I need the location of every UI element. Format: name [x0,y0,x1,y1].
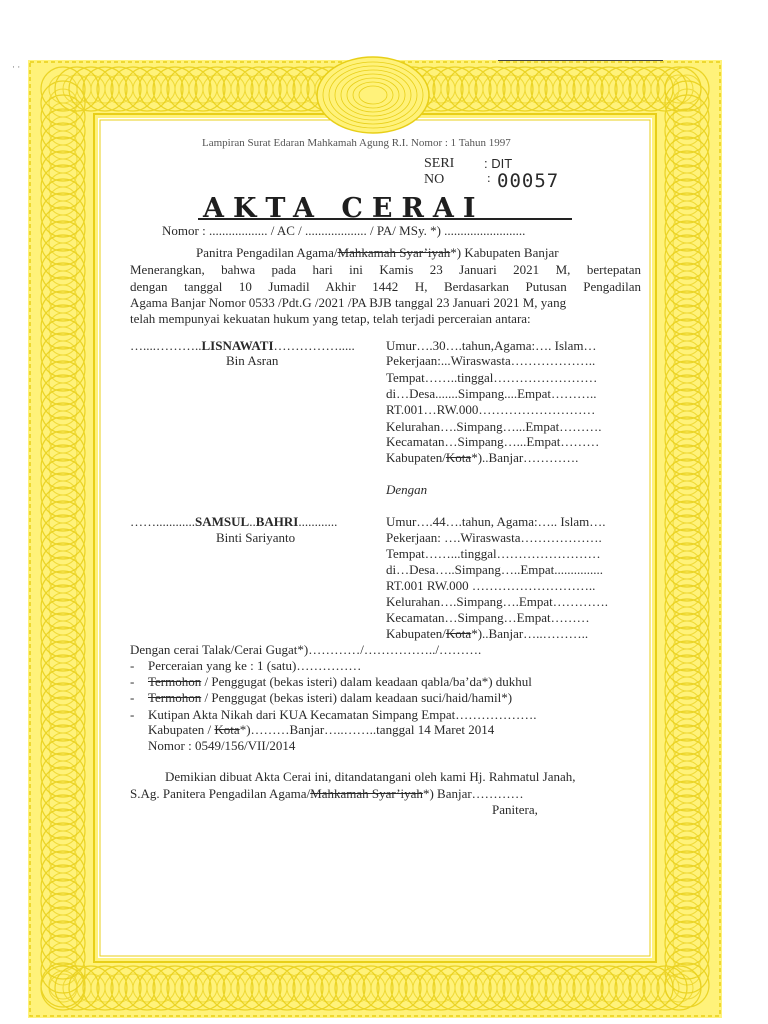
party1-name-line [130,338,355,354]
kutipan-kabupaten [148,722,494,738]
party1-rt-rw: RT.001…RW.000……………………… [386,402,596,417]
seri-value: : DIT [484,156,513,171]
struck-text: Kota [445,450,472,465]
text: *)..Banjar…………. [471,450,579,465]
text: Kabupaten/ [386,450,446,465]
no-label: NO [424,172,445,187]
dukhul-status [148,674,532,690]
party1-village: di…Desa.......Simpang....Empat……….. [386,386,597,401]
wife-name-last: BAHRI [255,514,299,529]
kutipan-nomor: Nomor : 0549/156/VII/2014 [148,738,296,753]
panitera-signature-label: Panitera, [492,802,538,817]
text: S.Ag. Panitera Pengadilan Agama/ [130,786,311,801]
party2-occupation: Pekerjaan: ….Wiraswasta………………. [386,530,602,545]
party2-age-religion: Umur….44….tahun, Agama:….. Islam…. [386,514,606,529]
top-rule [498,60,663,61]
party2-parent: Binti Sariyanto [216,530,296,545]
text: / Penggugat (bekas isteri) dalam keadaan qabla/ba’da*) dukhul [201,674,532,689]
struck-text: Mahkamah Syar’iyah [310,786,423,801]
intro-line-2: Menerangkan, bahwa pada hari ini Kamis 23 Januari 2021 M, bertepatan [130,262,641,277]
party1-kelurahan: Kelurahan….Simpang…...Empat………. [386,419,602,434]
dots: .. [249,514,256,529]
lampiran-text: Lampiran Surat Edaran Mahkamah Agung R.I. Nomor : 1 Tahun 1997 [202,137,511,149]
party1-kecamatan: Kecamatan…Simpang…...Empat……… [386,434,600,449]
party2-kabupaten [386,626,588,642]
party1-age-religion: Umur….30….tahun,Agama:…. Islam… [386,338,597,353]
kutipan-akta-nikah: Kutipan Akta Nikah dari KUA Kecamatan Simpang Empat………………. [148,707,537,722]
party2-residence: Tempat……...tinggal…………………… [386,546,601,561]
dengan-label: Dengan [386,482,428,497]
seri-label: SERI [424,156,455,171]
intro-line-4: Agama Banjar Nomor 0533 /Pdt.G /2021 /PA BJB tanggal 23 Januari 2021 M, yang [130,295,567,310]
wife-name-first: SAMSUL [195,514,250,529]
cerai-type-line: Dengan cerai Talak/Cerai Gugat*)…………/……………../………. [130,642,482,657]
party1-kabupaten [386,450,578,466]
struck-text: Kota [445,626,472,641]
party1-occupation: Pekerjaan:...Wiraswasta……………….. [386,353,596,368]
struck-text: Kota [214,722,240,737]
party2-name-line [130,514,337,530]
struck-text: Termohon [148,674,202,689]
document-title: AKTA CERAI [203,193,485,224]
dots: ............ [298,514,338,529]
bullet-dash: - [130,658,135,673]
struck-text: Mahkamah Syar’iyah [337,245,451,260]
closing-line-2 [130,786,524,802]
bullet-dash: - [130,690,135,705]
text: Kabupaten / [148,722,215,737]
title-underline [198,218,572,220]
text: / Penggugat (bekas isteri) dalam keadaan suci/haid/hamil*) [201,690,513,705]
dots: …....……….. [130,338,202,353]
struck-text: Termohon [148,690,202,705]
party2-kecamatan: Kecamatan…Simpang…Empat……… [386,610,590,625]
scan-speck: · · [12,62,21,72]
husband-name: LISNAWATI [201,338,274,353]
perceraian-ke: Perceraian yang ke : 1 (satu)…………… [148,658,362,673]
text: *) Banjar………… [422,786,524,801]
intro-line-5: telah mempunyai kekuatan hukum yang tetap, telah terjadi perceraian antara: [130,311,531,326]
dots: ……………..... [273,338,355,353]
intro-text: *) Kabupaten Banjar [450,245,559,260]
no-colon: : [487,170,491,185]
suci-haid-status [148,690,512,706]
serial-number: 00057 [497,170,560,192]
bullet-dash: - [130,674,135,689]
dots: ……............ [130,514,195,529]
party2-village: di…Desa…..Simpang…..Empat............... [386,562,604,577]
text: *)………Banjar…..……..tanggal 14 Maret 2014 [239,722,495,737]
closing-line-1: Demikian dibuat Akta Cerai ini, ditandatangani oleh kami Hj. Rahmatul Janah, [165,769,576,784]
intro-line-3: dengan tanggal 10 Jumadil Akhir 1442 H, Berdasarkan Putusan Pengadilan [130,279,641,294]
text: *)..Banjar…..……….. [471,626,589,641]
party2-kelurahan: Kelurahan….Simpang….Empat…………. [386,594,609,609]
intro-text: Panitra Pengadilan Agama/ [196,245,338,260]
text: Kabupaten/ [386,626,446,641]
party1-residence: Tempat……..tinggal…………………… [386,370,598,385]
party1-parent: Bin Asran [226,353,279,368]
party2-rt-rw: RT.001 RW.000 ……………………….. [386,578,596,593]
bullet-dash: - [130,707,135,722]
nomor-line: Nomor : .................. / AC / ................... / PA/ MSy. *) ......................... [162,223,526,238]
intro-line-1 [196,245,559,261]
